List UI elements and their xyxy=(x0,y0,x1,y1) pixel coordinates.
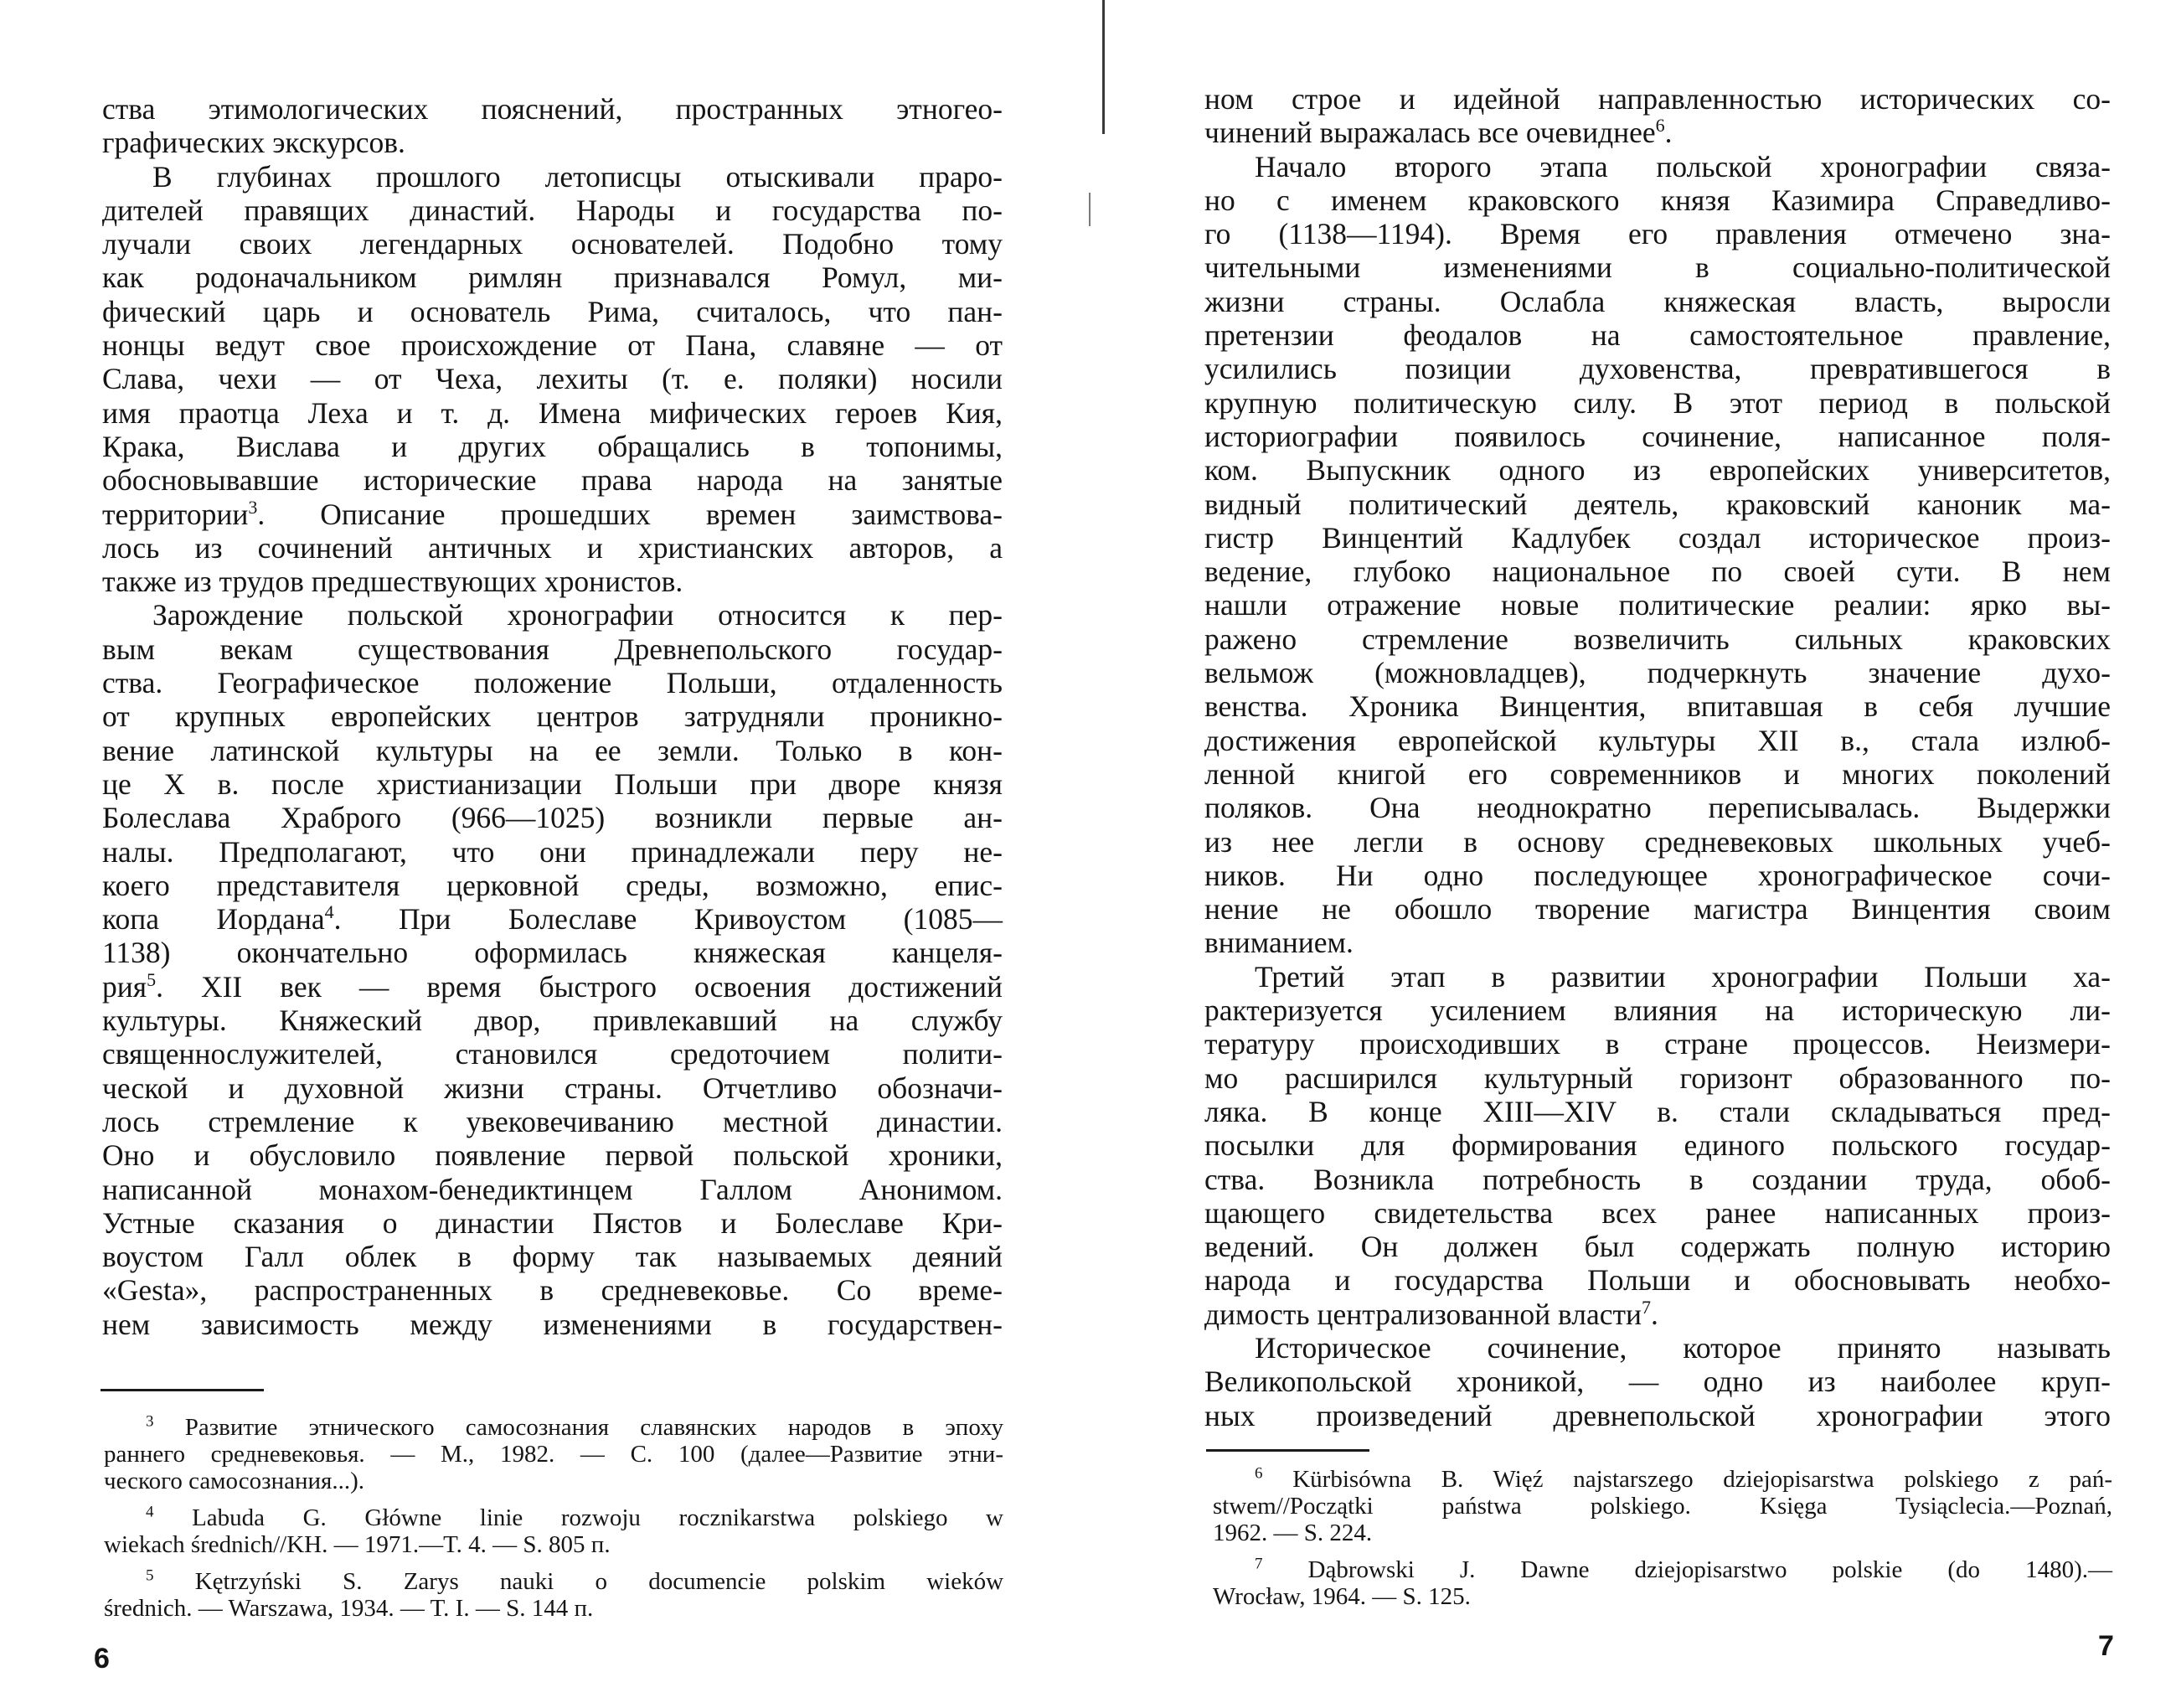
text-line: поляков. Она неоднократно переписывалась. Выдержки xyxy=(1204,791,2111,825)
footnote-number: 3 xyxy=(146,1412,154,1431)
footnote-rule xyxy=(1206,1449,1369,1452)
text-line: ведений. Он должен был содержать полную историю xyxy=(1204,1230,2111,1264)
footnote-text: Labuda G. Główne linie rozwoju rocznikarstwa polskiego w xyxy=(192,1504,1003,1531)
text-line: Слава, чехи — от Чеха, лехиты (т. е. поляки) носили xyxy=(102,362,1003,396)
footnote-gap xyxy=(1213,1546,2112,1556)
text-line: щающего свидетельства всех ранее написанных произ- xyxy=(1204,1195,2111,1230)
text-line: ников. Ни одно последующее хронографическое сочи- xyxy=(1204,858,2111,892)
text-line: ном строе и идейной направленностью исторических со- xyxy=(1204,82,2111,116)
text-line: культуры. Княжеский двор, привлекавший на службу xyxy=(102,1004,1003,1038)
text-line: жизни страны. Ослабла княжеская власть, выросли xyxy=(1204,284,2111,318)
footnote-text: Kürbisówna B. Więź najstarszego dziejopisarstwa polskiego z pań- xyxy=(1292,1466,2113,1493)
text-line xyxy=(1204,116,2111,149)
text-line: Третий этап в развитии хронографии Польши ха- xyxy=(1255,959,2111,993)
footnote-number: 6 xyxy=(1255,1464,1263,1483)
text-line: из нее легли в основу средневековых школьных учеб- xyxy=(1204,824,2111,859)
line-text: . Описание прошедших времен заимствова- xyxy=(257,497,1003,531)
text-line xyxy=(102,498,1003,531)
footnote-number: 7 xyxy=(1255,1555,1263,1573)
footnote-ref: 6 xyxy=(1655,115,1665,137)
footnote-gap xyxy=(104,1558,1003,1568)
text-line: видный политический деятель, краковский каноник ма- xyxy=(1204,487,2111,521)
text-line: 1138) окончательно оформилась княжеская канцеля- xyxy=(102,936,1003,970)
footnote-line xyxy=(104,1568,1003,1595)
page-number: 6 xyxy=(94,1643,110,1674)
text-line: претензии феодалов на самостоятельное правление, xyxy=(1204,318,2111,353)
text-line: крупную политическую силу. В этот период в польской xyxy=(1204,385,2111,420)
footnote-line: wiekach średnich//KH. — 1971.—T. 4. — S. 805 п. xyxy=(104,1531,611,1558)
text-line: го (1138—1194). Время его правления отмечено зна- xyxy=(1204,217,2111,251)
text-line xyxy=(1204,1298,2111,1331)
right-page xyxy=(1106,0,2176,1708)
text-line: це X в. после христианизации Польши при дворе князя xyxy=(102,766,1003,801)
text-line: тературу происходивших в стране процессов. Неизмери- xyxy=(1204,1027,2111,1061)
footnote-line: Wrocław, 1964. — S. 125. xyxy=(1213,1583,1471,1610)
footnote-number: 4 xyxy=(146,1503,154,1521)
footnote-line: ческого самосознания...). xyxy=(104,1468,365,1494)
footnote-ref: 5 xyxy=(147,968,157,990)
text-line: коего представителя церковной среды, возможно, епис- xyxy=(102,868,1003,902)
text-line: ства. Возникла потребность в создании труда, обоб- xyxy=(1204,1162,2111,1196)
text-line: вение латинской культуры на ее земли. Только в кон- xyxy=(102,733,1003,767)
text-line xyxy=(102,970,1003,1004)
footnote-number: 5 xyxy=(146,1566,154,1585)
text-line: написанной монахом-бенедиктинцем Галлом Анонимом. xyxy=(102,1172,1003,1206)
text-line: «Gesta», распространенных в средневековье. Со време- xyxy=(102,1273,1003,1308)
text-line: лучали своих легендарных основателей. Подобно тому xyxy=(102,227,1003,261)
text-line xyxy=(102,902,1003,936)
text-line: историографии появилось сочинение, написанное поля- xyxy=(1204,419,2111,453)
text-line: вым векам существования Древнепольского государ- xyxy=(102,632,1003,666)
footnote-gap xyxy=(104,1494,1003,1504)
text-line: ражено стремление возвеличить сильных краковских xyxy=(1204,622,2111,656)
text-line: посылки для формирования единого польского государ- xyxy=(1204,1128,2111,1163)
text-line: нение не обошло творение магистра Винцентия своим xyxy=(1204,892,2111,926)
footnote-text: Dąbrowski J. Dawne dziejopisarstwo polskie (do 1480).— xyxy=(1307,1556,2112,1583)
text-line: нем зависимость между изменениями в государствен- xyxy=(102,1307,1003,1341)
text-line: лось стремление к увековечиванию местной династии. xyxy=(102,1104,1003,1138)
text-line: Историческое сочинение, которое принято называть xyxy=(1255,1330,2111,1365)
text-line: мо расширился культурный горизонт образованного по- xyxy=(1204,1060,2111,1095)
text-line: имя праотца Леха и т. д. Имена мифических героев Кия, xyxy=(102,395,1003,430)
footnote-text: Kętrzyński S. Zarys nauki o documencie polskim wieków xyxy=(194,1568,1004,1595)
footnote-line xyxy=(1213,1466,2112,1493)
page-number: 7 xyxy=(2098,1630,2114,1662)
line-text: . xyxy=(1664,116,1673,150)
line-text: . При Болеславе Кривоустом (1085— xyxy=(333,902,1003,937)
line-text: . XII век — время быстрого освоения достижений xyxy=(156,969,1003,1004)
text-line: ленной книгой его современников и многих поколений xyxy=(1204,756,2111,791)
text-line: ства этимологических пояснений, пространных этногео- xyxy=(102,92,1003,126)
text-line: также из трудов предшествующих хронистов. xyxy=(102,565,683,599)
line-text: копа Иордана xyxy=(102,902,325,937)
footnote-rule xyxy=(101,1389,264,1391)
footnote-line: stwem//Początki państwa polskiego. Księga Tysiąclecia.—Poznań, xyxy=(1213,1493,2112,1520)
text-line: графических экскурсов. xyxy=(102,126,405,160)
text-line: достижения европейской культуры XII в., стала излюб- xyxy=(1204,723,2111,757)
text-line: нонцы ведут свое происхождение от Пана, славяне — от xyxy=(102,328,1003,363)
footnote-ref: 4 xyxy=(324,901,334,923)
text-line: ляка. В конце XIII—XIV в. стали складываться пред- xyxy=(1204,1094,2111,1128)
text-line: обосновывавшие исторические права народа на занятые xyxy=(102,463,1003,498)
text-line: лось из сочинений античных и христианских авторов, а xyxy=(102,530,1003,565)
text-line: Великопольской хроникой, — одно из наиболее круп- xyxy=(1204,1365,2111,1399)
text-line: Начало второго этапа польской хронографии связа- xyxy=(1255,149,2111,183)
text-line: нашли отражение новые политические реалии: ярко вы- xyxy=(1204,588,2111,622)
footnote-text: Развитие этнического самосознания славянских народов в эпоху xyxy=(184,1414,1003,1441)
text-line: ных произведений древнепольской хронографии этого xyxy=(1204,1398,2111,1432)
line-text: территории xyxy=(102,497,249,531)
text-line: венства. Хроника Винцентия, впитавшая в себя лучшие xyxy=(1204,689,2111,724)
text-line: ства. Географическое положение Польши, отдаленность xyxy=(102,666,1003,700)
text-line: ком. Выпускник одного из европейских университетов, xyxy=(1204,453,2111,488)
footnote-ref: 3 xyxy=(248,496,258,518)
text-line: гистр Винцентий Кадлубек создал историческое произ- xyxy=(1204,520,2111,555)
text-line: вельмож (можновладцев), подчеркнуть значение духо- xyxy=(1204,656,2111,690)
text-line: дителей правящих династий. Народы и государства по- xyxy=(102,193,1003,227)
text-line: усилились позиции духовенства, превратившегося в xyxy=(1204,352,2111,386)
text-line: рактеризуется усилением влияния на историческую ли- xyxy=(1204,993,2111,1028)
text-line: фический царь и основатель Рима, считалось, что пан- xyxy=(102,294,1003,328)
text-line: воустом Галл облек в форму так называемых деяний xyxy=(102,1240,1003,1274)
right-page-body xyxy=(1204,82,2111,1432)
text-line: налы. Предполагают, что они принадлежали перу не- xyxy=(102,834,1003,869)
footnote-line: раннего средневековья. — М., 1982. — С. 100 (далее—Развитие этни- xyxy=(104,1441,1003,1468)
text-line: ческой и духовной жизни страны. Отчетливо обозначи- xyxy=(102,1071,1003,1105)
text-line: чительными изменениями в социально-политической xyxy=(1204,250,2111,285)
line-text: рия xyxy=(102,969,147,1004)
text-line: народа и государства Польши и обосновывать необхо- xyxy=(1204,1263,2111,1298)
text-line: от крупных европейских центров затрудняли проникно- xyxy=(102,699,1003,734)
footnote-line xyxy=(104,1504,1003,1531)
text-line: вниманием. xyxy=(1204,926,1354,960)
text-line: В глубинах прошлого летописцы отыскивали праро- xyxy=(152,159,1003,194)
footnote-line xyxy=(104,1414,1003,1441)
footnote-line: 1962. — S. 224. xyxy=(1213,1520,1373,1546)
footnote-line: średnich. — Warszawa, 1934. — T. I. — S. 144 п. xyxy=(104,1595,594,1622)
text-line: Устные сказания о династии Пястов и Болеславе Кри- xyxy=(102,1205,1003,1240)
text-line: Болеслава Храброго (966—1025) возникли первые ан- xyxy=(102,801,1003,835)
footnote-line xyxy=(1213,1556,2112,1583)
text-line: священнослужителей, становился средоточием полити- xyxy=(102,1037,1003,1071)
text-line: как родоначальником римлян признавался Ромул, ми- xyxy=(102,261,1003,295)
text-line: Оно и обусловило появление первой польской хроники, xyxy=(102,1138,1003,1173)
gutter-mark xyxy=(1089,193,1091,226)
line-text: чинений выражалась все очевиднее xyxy=(1204,116,1656,150)
text-line: Зарождение польской хронографии относится к пер- xyxy=(152,598,1003,632)
line-text: димость централизованной власти xyxy=(1204,1297,1642,1331)
left-footnotes xyxy=(104,1414,1003,1622)
line-text: . xyxy=(1651,1297,1658,1331)
text-line: ведение, глубоко национальное по своей сути. В нем xyxy=(1204,555,2111,589)
footnote-ref: 7 xyxy=(1642,1296,1651,1318)
right-footnotes xyxy=(1213,1466,2112,1610)
book-gutter xyxy=(1102,0,1105,134)
text-line: Крака, Вислава и других обращались в топонимы, xyxy=(102,429,1003,463)
left-page-body xyxy=(102,92,1003,1341)
text-line: но с именем краковского князя Казимира Справедливо- xyxy=(1204,183,2111,217)
